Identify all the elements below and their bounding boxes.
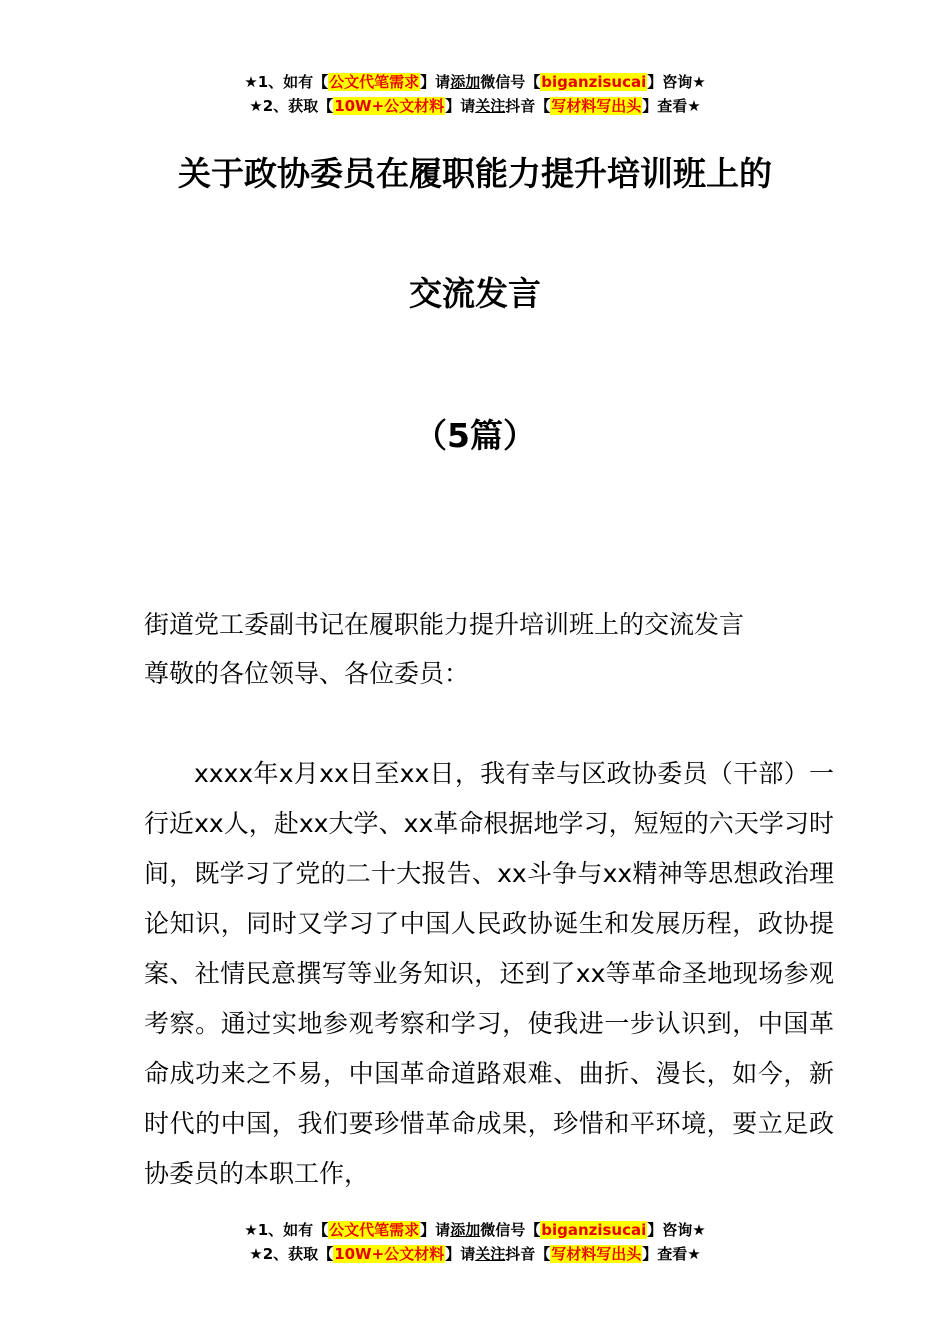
header-banner [0, 70, 950, 118]
banner-highlight: 10W+公文材料 [334, 97, 445, 115]
banner-highlight: 公文代笔需求 [329, 73, 420, 91]
document-title-line-2: 交流发言 [409, 274, 541, 313]
document-title-line-1: 关于政协委员在履职能力提升培训班上的 [178, 154, 772, 193]
banner-highlight: 10W+公文材料 [334, 1245, 445, 1263]
document-title-count: （5篇） [414, 416, 536, 455]
footer-banner [0, 1218, 950, 1266]
banner-line-2: ★2、获取【10W+公文材料】请关注抖音【写材料写出头】查看★ [249, 1245, 701, 1263]
banner-highlight: biganzisucai [541, 1221, 647, 1239]
body-paragraph: xxxx年x月xx日至xx日，我有幸与区政协委员（干部）一行近xx人，赴xx大学、xx革命根据地学习，短短的六天学习时间，既学习了党的二十大报告、xx斗争与xx精神等思想政治理论知识，同时又学习了中国人民政协诞生和发展历程，政协提案、社情民意撰写等业务知识，还到了xx等革命圣地现场参观考察。通过实地参观考察和学习，使我进一步认识到，中国革命成功来之不易，中国革命道路艰难、曲折、漫长，如今，新时代的中国，我们要珍惜革命成果，珍惜和平环境，要立足政协委员的本职工作， [144, 759, 834, 1188]
banner-line-2: ★2、获取【10W+公文材料】请关注抖音【写材料写出头】查看★ [249, 97, 701, 115]
section-subtitle: 街道党工委副书记在履职能力提升培训班上的交流发言 [144, 610, 745, 639]
banner-highlight: 写材料写出头 [551, 97, 642, 115]
banner-highlight: biganzisucai [541, 73, 647, 91]
banner-line-1: ★1、如有【公文代笔需求】请添加微信号【biganzisucai】咨询★ [244, 1221, 706, 1239]
banner-line-1: ★1、如有【公文代笔需求】请添加微信号【biganzisucai】咨询★ [244, 73, 706, 91]
salutation: 尊敬的各位领导、各位委员： [144, 659, 470, 688]
banner-highlight: 写材料写出头 [551, 1245, 642, 1263]
banner-highlight: 公文代笔需求 [329, 1221, 420, 1239]
